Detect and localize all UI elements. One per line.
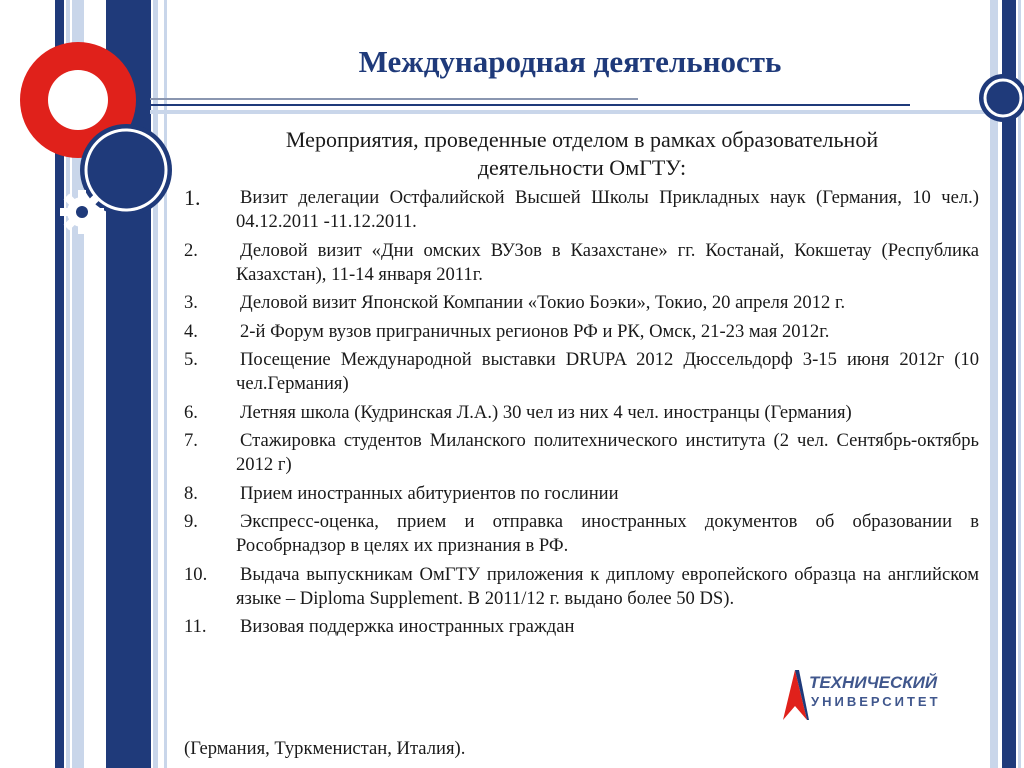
list-item-number: 3. [184,292,198,313]
list-item [184,401,979,425]
intro-line-1: Мероприятия, проведенные отделом в рамках образовательной [285,127,879,152]
list-item [184,510,979,558]
list-item-text: Деловой визит «Дни омских ВУЗов в Казахстане» гг. Костанай, Кокшетау (Республика Казахстан), 11-14 января 2011г. [236,239,979,285]
list-item-number: 7. [184,430,198,451]
list-item-text: Летняя школа (Кудринская Л.А.) 30 чел из них 4 чел. иностранцы (Германия) [240,401,852,423]
list-item [184,348,979,396]
list-item-text: 2-й Форум вузов приграничных регионов РФ и РК, Омск, 21-23 мая 2012г. [240,320,830,342]
list-item-number: 8. [184,482,198,504]
list-item-number: 4. [184,320,198,342]
list-item-number: 5. [184,349,198,370]
list-item-text: Экспресс-оценка, прием и отправка иностранных документов об образовании в Рособрнадзор в целях их признания в РФ. [236,511,979,556]
list-item-number: 11. [184,616,207,637]
list-item-number: 6. [184,401,198,423]
list-item-text: Визовая поддержка иностранных граждан [240,616,575,637]
list-item [184,429,979,477]
list-item-text: Деловой визит Японской Компании «Токио Боэки», Токио, 20 апреля 2012 г. [240,292,846,313]
university-logo-icon [765,662,945,722]
list-item-number: 2. [184,239,198,261]
logo-text-line-2: УНИВЕРСИТЕТ [811,694,941,709]
list-item-number: 10. [184,563,208,585]
list-item [184,563,979,611]
list-item [184,291,979,315]
activities-list [184,186,979,644]
closing-text: (Германия, Туркменистан, Италия). [184,738,466,759]
list-item [184,615,979,639]
list-item [184,239,979,287]
list-item-text: Посещение Международной выставки DRUPA 2012 Дюссельдорф 3-15 июня 2012г (10 чел.Германия) [236,349,979,394]
list-item [184,482,979,506]
intro-text [232,126,932,182]
list-item [184,320,979,344]
list-item-text: Прием иностранных абитуриентов по гослинии [240,482,619,504]
list-item [184,186,979,234]
page-title: Международная деятельность [358,44,782,79]
list-item-text: Стажировка студентов Миланского политехнического института (2 чел. Сентябрь-октябрь 2012 г) [236,430,979,475]
intro-line-2: деятельности ОмГТУ: [477,155,687,180]
list-item-text: Визит делегации Остфалийской Высшей Школы Прикладных наук (Германия, 10 чел.) 04.12.2011 -11.12.2011. [236,187,979,232]
right-disk-icon [979,74,1024,122]
list-item-text: Выдача выпускникам ОмГТУ приложения к диплому европейского образца на английском языке – Diploma Supplement. В 2011/12 г. выдано более 50 DS). [236,563,979,609]
list-item-number: 9. [184,511,198,532]
list-item-number: 1. [184,185,201,210]
logo-text-line-1: ТЕХНИЧЕСКИЙ [809,673,938,692]
